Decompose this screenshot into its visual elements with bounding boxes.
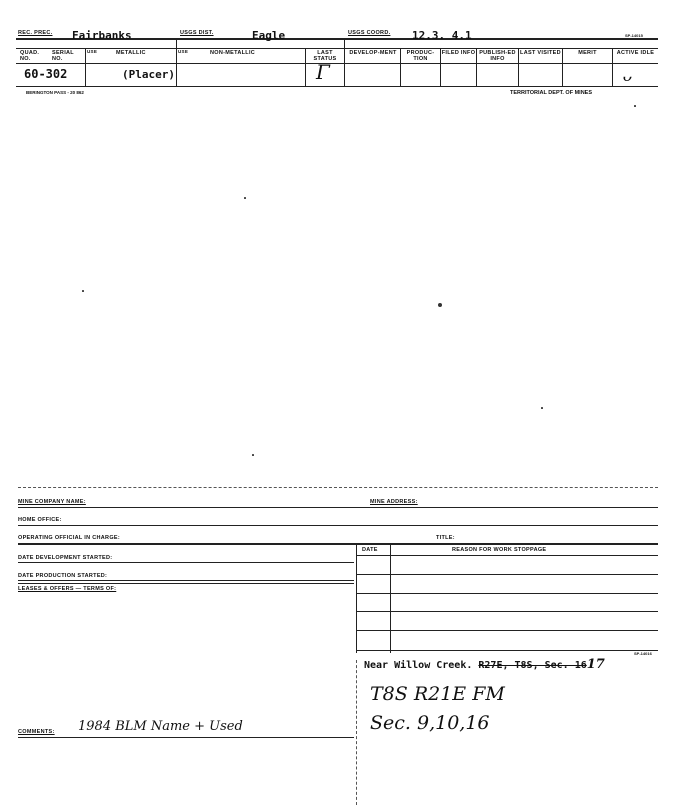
speck	[82, 290, 84, 292]
form-number-top: SP-14015	[625, 33, 643, 38]
hand-line-2: Sec. 9,10,16	[370, 712, 490, 734]
table-left-border	[356, 543, 357, 653]
col-last-visited: LAST VISITED	[520, 50, 561, 56]
speck	[541, 407, 543, 409]
mine-address-label: MINE ADDRESS:	[370, 499, 418, 505]
rec-prec-label: REC. PREC.	[18, 30, 53, 36]
last-status-mark: Γ	[316, 60, 330, 84]
table-row-3	[356, 593, 658, 594]
col-filed-info: FILED INFO	[441, 50, 476, 56]
quad-serial-value: 60-302	[24, 67, 68, 81]
form-number-bottom: SP-14016	[634, 651, 652, 656]
rule-home-office	[18, 525, 658, 526]
comments-hand: 1984 BLM Name + Used	[78, 719, 243, 734]
location-hand-end: 17	[586, 657, 605, 672]
speck	[634, 105, 636, 107]
col-published-info: PUBLISH-ED INFO	[479, 50, 516, 62]
table-row-2	[356, 574, 658, 575]
table-row-5	[356, 630, 658, 631]
usgs-coord-value: 12.3. 4.1	[412, 29, 472, 42]
table-row-6	[356, 650, 658, 651]
location-typed-struck: R27E, T8S, Sec. 16	[478, 660, 587, 671]
printer-line: BERINGTON PASS - 20 862	[26, 90, 84, 95]
usgs-coord-label: USGS COORD.	[348, 30, 391, 36]
rule-company	[18, 507, 658, 508]
date-prod-label: DATE PRODUCTION STARTED:	[18, 573, 108, 579]
table-row-4	[356, 611, 658, 612]
hand-line-1: T8S R21E FM	[370, 683, 505, 705]
rule-prod-started-2	[18, 583, 354, 584]
operating-official-label: OPERATING OFFICIAL IN CHARGE:	[18, 535, 120, 541]
header-bottom-rule	[16, 86, 658, 87]
col-production: PRODUC-TION	[406, 50, 435, 62]
table-reason-header: REASON FOR WORK STOPPAGE	[452, 547, 547, 553]
comments-rule	[18, 737, 354, 738]
rec-prec-value: Fairbanks	[72, 29, 132, 42]
home-office-label: HOME OFFICE:	[18, 517, 62, 523]
table-date-header: DATE	[362, 547, 378, 553]
usgs-dist-label: USGS DIST.	[180, 30, 214, 36]
col-active-idle: ACTIVE IDLE	[616, 50, 655, 56]
speck	[438, 303, 442, 307]
col-use-left: USE	[87, 49, 98, 54]
col-metallic: METALLIC	[116, 50, 146, 56]
dept-name: TERRITORIAL DEPT. OF MINES	[510, 90, 592, 96]
sep-coord	[344, 38, 345, 86]
col-serial-no: SERIAL NO.	[52, 50, 74, 62]
col-non-metallic: NON-METALLIC	[210, 50, 256, 56]
location-line	[364, 657, 605, 672]
col-last-status: LAST STATUS	[313, 50, 337, 62]
title-label: TITLE:	[436, 535, 455, 541]
rule-dev-started	[18, 562, 354, 563]
sep-metallic	[176, 38, 177, 86]
speck	[252, 454, 254, 456]
col-development: DEVELOP-MENT	[349, 50, 397, 56]
location-typed: Near Willow Creek.	[364, 660, 479, 671]
metallic-value: (Placer)	[122, 68, 175, 81]
speck	[244, 197, 246, 199]
lower-top-rule	[18, 487, 658, 488]
table-row-1	[356, 555, 658, 556]
leases-label: LEASES & OFFERS — TERMS OF:	[18, 586, 117, 592]
date-dev-label: DATE DEVELOPMENT STARTED:	[18, 555, 113, 561]
active-idle-mark: ᴗ	[622, 66, 632, 85]
rule-official	[18, 543, 658, 545]
usgs-dist-value: Eagle	[252, 29, 286, 42]
col-quad-no: QUAD. NO.	[20, 50, 40, 62]
comment-divider	[356, 660, 357, 805]
col-use-right: USE	[178, 49, 189, 54]
col-merit: MERIT	[578, 50, 597, 56]
rule-prod-started	[18, 580, 354, 581]
mine-company-label: MINE COMPANY NAME:	[18, 499, 86, 505]
comments-label: COMMENTS:	[18, 729, 55, 735]
sep-quad-serial	[85, 48, 86, 86]
table-date-sep	[390, 543, 391, 653]
